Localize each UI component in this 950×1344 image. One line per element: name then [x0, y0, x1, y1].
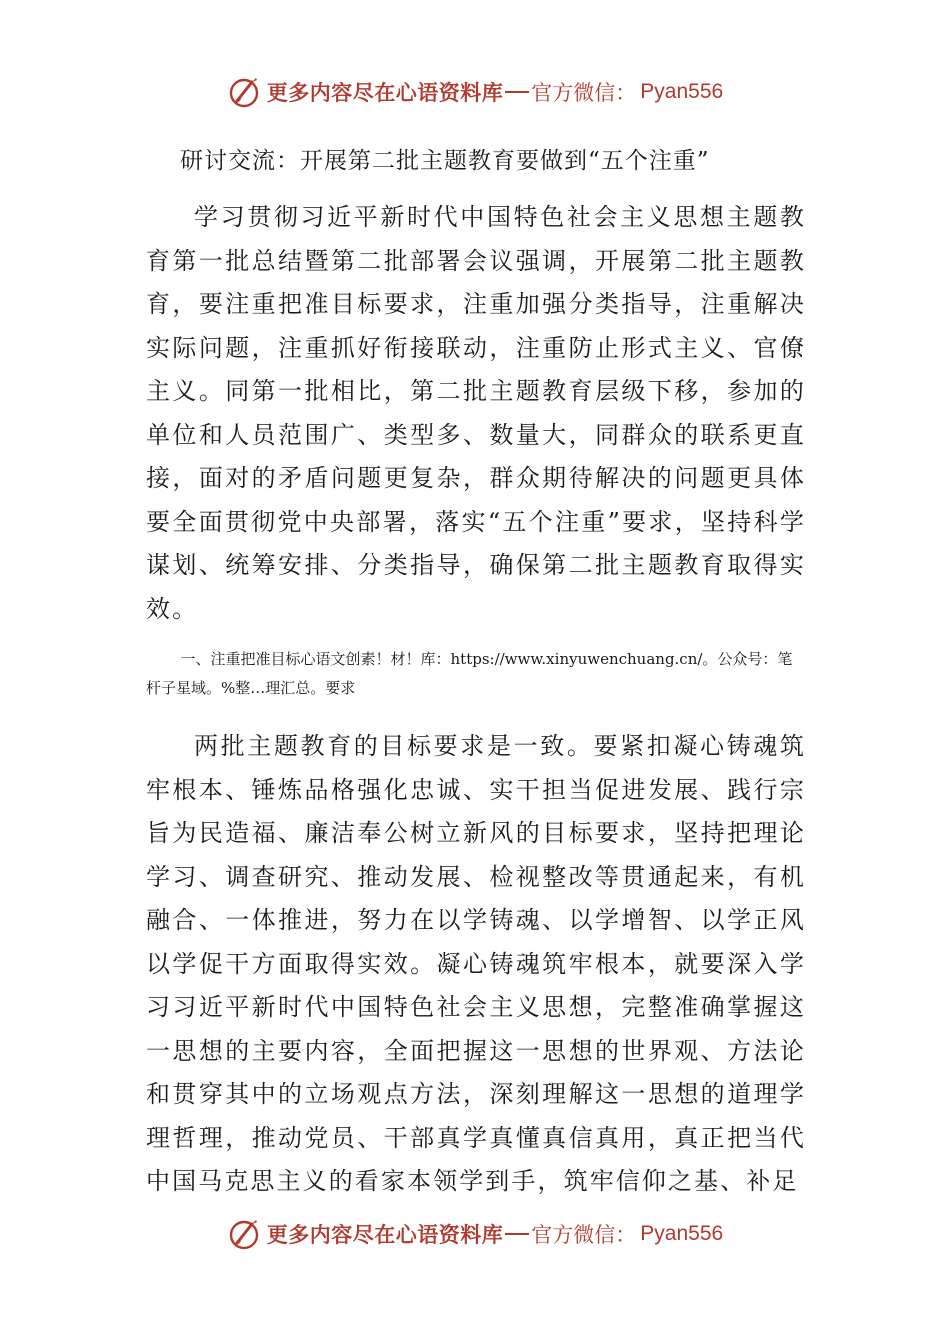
brush-pen-logo-icon — [227, 1217, 261, 1251]
section-heading: 一、注重把准目标心语文创素！材！库：https://www.xinyuwenchuang.cn/。公众号：笔杆子星域。%整…理汇总。要求 — [146, 650, 793, 697]
brand-text: 更多内容尽在心语资料库 — [266, 1222, 504, 1247]
wechat-id: Pyan556 — [640, 80, 724, 103]
brush-pen-logo-icon — [227, 75, 261, 109]
banner-dash — [505, 91, 529, 93]
document-body — [146, 138, 806, 1204]
footer-banner — [0, 1212, 950, 1256]
intro-paragraph: 学习贯彻习近平新时代中国特色社会主义思想主题教育第一批总结暨第二批部署会议强调，开展第二批主题教育，要注重把准目标要求，注重加强分类指导，注重解决实际问题，注重抓好衔接联动，注重防止形式主义、官僚主义。同第一批相比，第二批主题教育层级下移，参加的单位和人员范围广、类型多、数量大，同群众的联系更直接，面对的矛盾问题更复杂，群众期待解决的问题更具体要全面贯彻党中央部署，落实“五个注重”要求，坚持科学谋划、统筹安排、分类指导，确保第二批主题教育取得实效。 — [146, 203, 806, 623]
banner-dash — [505, 1233, 529, 1235]
wechat-id: Pyan556 — [640, 1222, 724, 1245]
header-banner — [0, 70, 950, 114]
body-paragraph: 两批主题教育的目标要求是一致。要紧扣凝心铸魂筑牢根本、锤炼品格强化忠诚、实干担当促进发展、践行宗旨为民造福、廉洁奉公树立新风的目标要求，坚持把理论学习、调查研究、推动发展、检视整改等贯通起来，有机融合、一体推进，努力在以学铸魂、以学增智、以学正风以学促干方面取得实效。凝心铸魂筑牢根本，就要深入学习习近平新时代中国特色社会主义思想，完整准确掌握这一思想的主要内容，全面把握这一思想的世界观、方法论和贯穿其中的立场观点方法，深刻理解这一思想的道理学理哲理，推动党员、干部真学真懂真信真用，真正把当代中国马克思主义的看家本领学到手，筑牢信仰之基、补足 — [146, 732, 806, 1195]
wechat-label: 官方微信： — [531, 1223, 637, 1247]
brand-text: 更多内容尽在心语资料库 — [266, 80, 504, 105]
document-title: 研讨交流：开展第二批主题教育要做到“五个注重” — [180, 148, 710, 174]
wechat-label: 官方微信： — [531, 81, 637, 105]
